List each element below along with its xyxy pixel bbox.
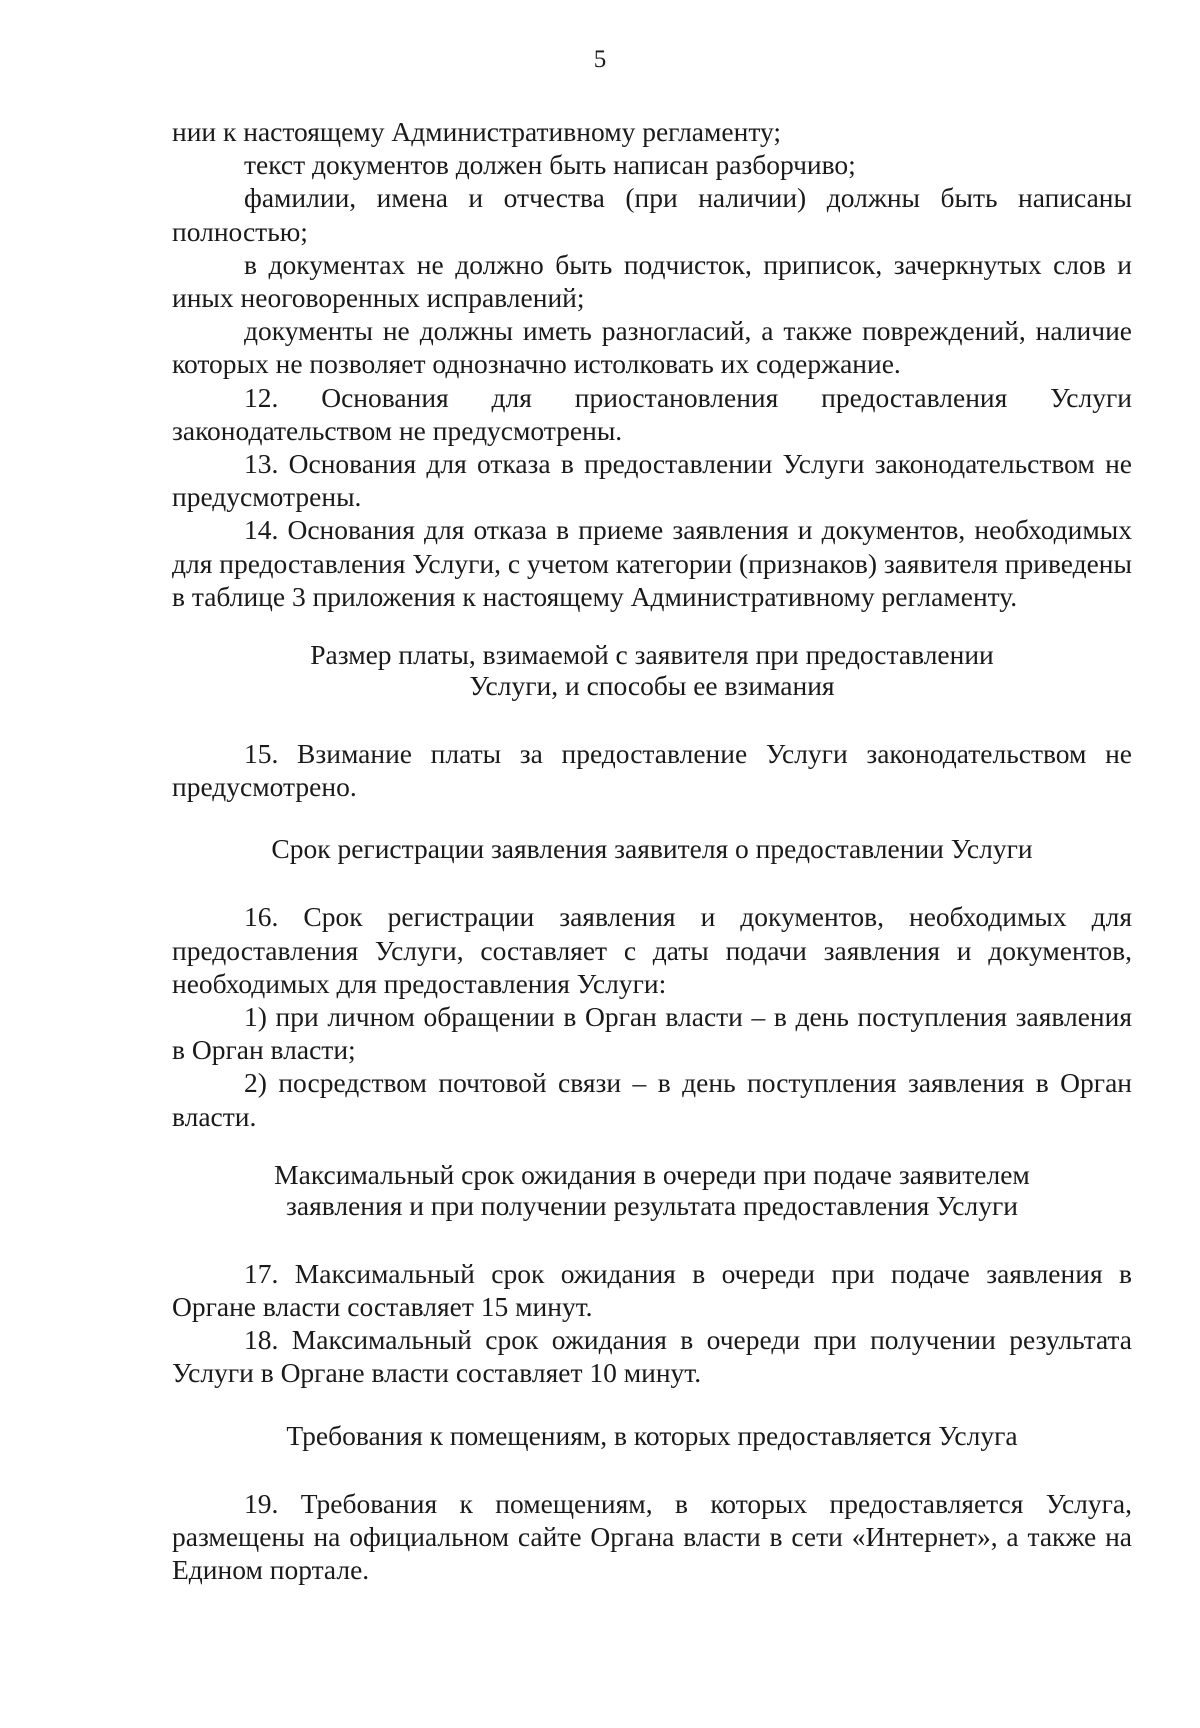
- paragraph-16: 16. Срок регистрации заявления и документов, необходимых для предоставления Услуги, составляет с даты подачи заявления и документов, необходимых для предоставления Услуги:: [172, 901, 1132, 999]
- list-item-1: 1) при личном обращении в Орган власти – в день поступления заявления в Орган власти;: [172, 1001, 1132, 1066]
- paragraph-full-names: фамилии, имена и отчества (при наличии) должны быть написаны полностью;: [172, 182, 1132, 247]
- paragraph-15: 15. Взимание платы за предоставление Услуги законодательством не предусмотрено.: [172, 738, 1132, 803]
- paragraph-no-discrepancies: документы не должны иметь разногласий, а также повреждений, наличие которых не позволяет однозначно истолковать их содержание.: [172, 315, 1132, 380]
- heading-line: Размер платы, взимаемой с заявителя при предоставлении: [310, 639, 994, 671]
- paragraph-19: 19. Требования к помещениям, в которых предоставляется Услуга, размещены на официальном сайте Органа власти в сети «Интернет», а также на Едином портале.: [172, 1487, 1132, 1586]
- paragraph-13: 13. Основания для отказа в предоставлении Услуги законодательством не предусмотрены.: [172, 448, 1132, 513]
- list-item-2: 2) посредством почтовой связи – в день поступления заявления в Орган власти.: [172, 1067, 1132, 1132]
- section-heading-registration: Срок регистрации заявления заявителя о предоставлении Услуги: [271, 833, 1033, 865]
- heading-line: Максимальный срок ожидания в очереди при подаче заявителем: [274, 1158, 1030, 1190]
- paragraph-legible-text: текст документов должен быть написан разборчиво;: [244, 149, 856, 181]
- section-heading-queue: [172, 1159, 1132, 1221]
- paragraph-14: 14. Основания для отказа в приеме заявления и документов, необходимых для предоставления Услуги, с учетом категории (признаков) заявителя приведены в таблице 3 приложения к настоящему Административному регламенту.: [172, 514, 1132, 612]
- paragraph-continuation: нии к настоящему Административному регламенту;: [172, 116, 782, 147]
- paragraph-12: 12. Основания для приостановления предоставления Услуги законодательством не предусмотрены.: [172, 381, 1132, 446]
- document-body: [172, 115, 1132, 1586]
- paragraph-17: 17. Максимальный срок ожидания в очереди при подаче заявления в Органе власти составляет 15 минут.: [172, 1257, 1132, 1323]
- paragraph-18: 18. Максимальный срок ожидания в очереди при получении результата Услуги в Органе власти составляет 10 минут.: [172, 1324, 1132, 1389]
- heading-line: заявления и при получении результата предоставления Услуги: [286, 1189, 1018, 1221]
- section-heading-premises: Требования к помещениям, в которых предоставляется Услуга: [286, 1419, 1018, 1451]
- heading-line: Услуги, и способы ее взимания: [469, 670, 835, 702]
- section-heading-fee: [172, 639, 1132, 701]
- page-number: 5: [593, 46, 607, 73]
- paragraph-no-erasures: в документах не должно быть подчисток, приписок, зачеркнутых слов и иных неоговоренных исправлений;: [172, 248, 1132, 314]
